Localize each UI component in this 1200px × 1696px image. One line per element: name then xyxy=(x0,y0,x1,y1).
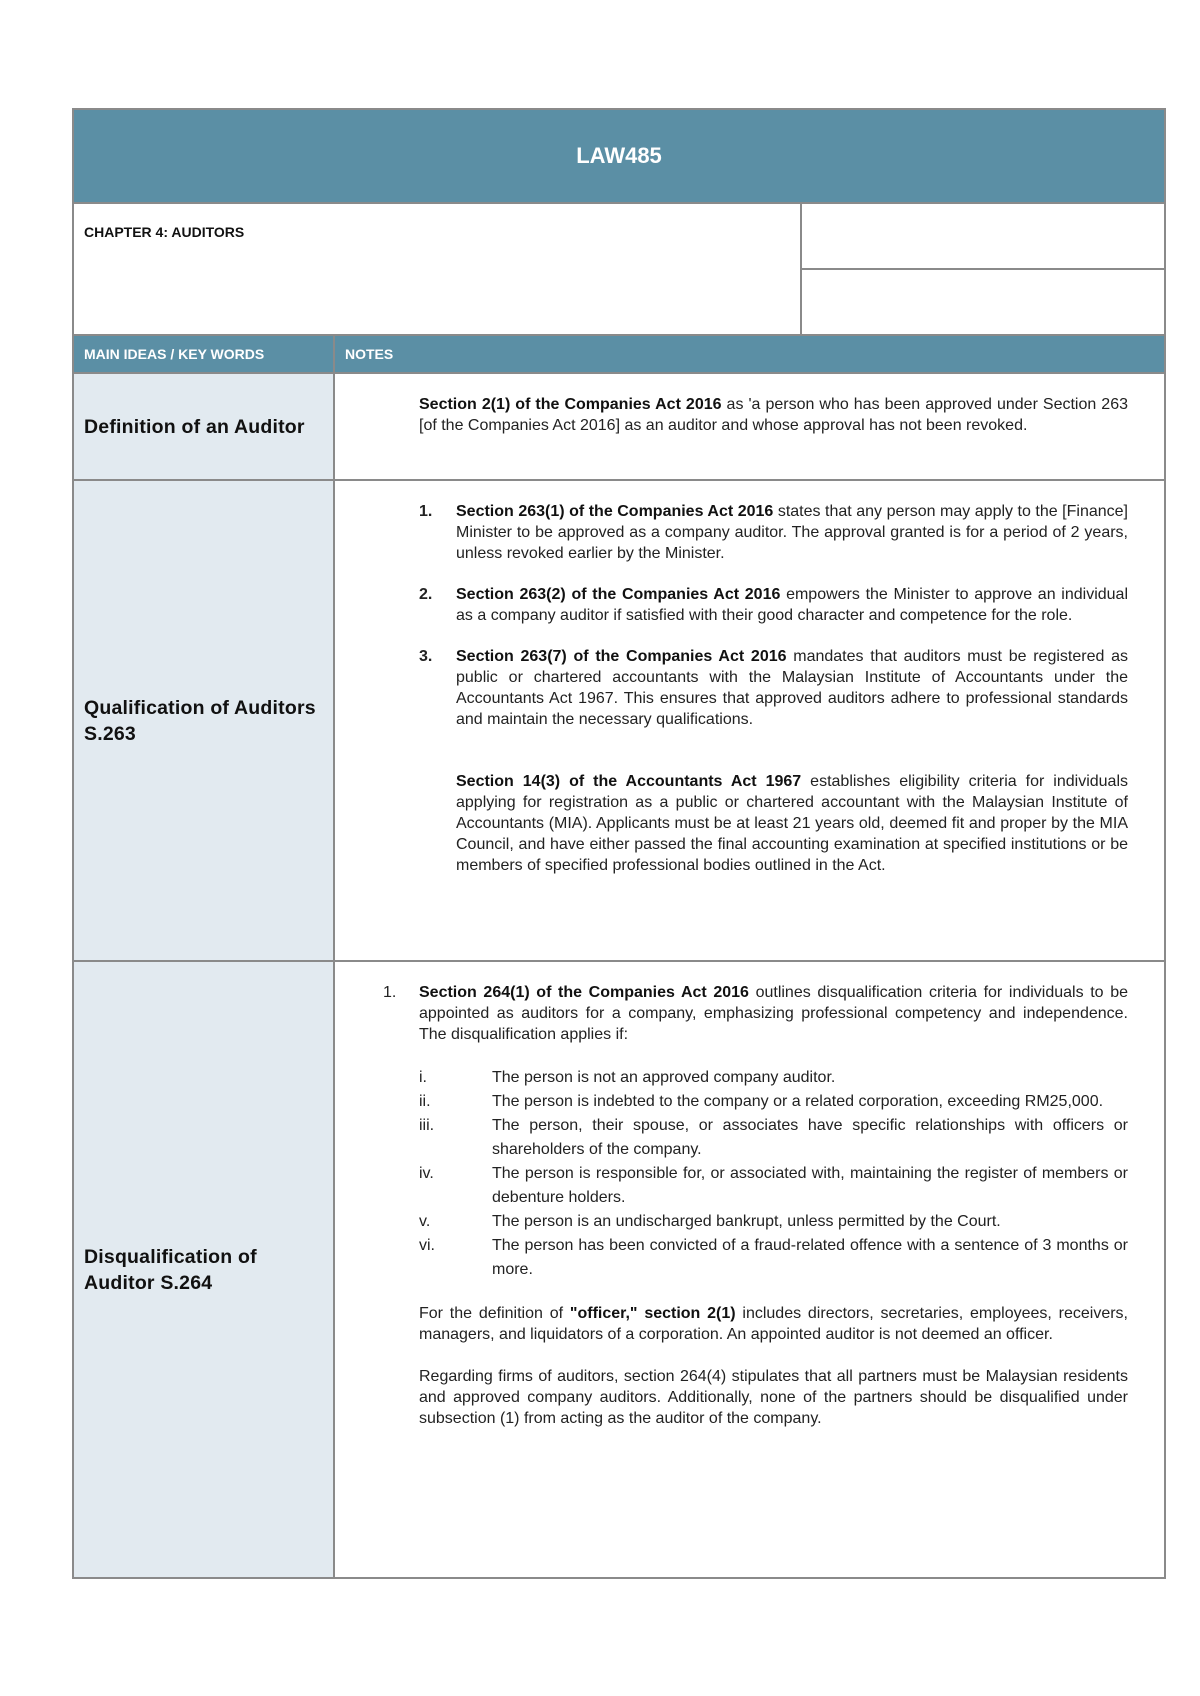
accountants-act-note xyxy=(419,771,1128,876)
qualification-item xyxy=(419,584,1128,626)
side-boxes xyxy=(802,204,1164,334)
notes-qualification xyxy=(335,481,1164,960)
column-header-row xyxy=(74,336,1164,374)
item-ref: Section 263(1) of the Companies Act 2016 xyxy=(456,503,774,520)
item-text: empowers the Minister to approve an individual as a company auditor if satisfied with their good character and competence for the role. xyxy=(456,586,1129,624)
item-text: outlines disqualification criteria for individuals to be appointed as auditors for a company, emphasizing professional competency and independence. The disqualification applies if: xyxy=(419,984,1128,1043)
qualification-item xyxy=(419,501,1128,564)
row-definition xyxy=(74,374,1164,479)
note-text: establishes eligibility criteria for individuals applying for registration as a public or chartered accountant with the Malaysian Institute of Accountants (MIA). Applicants must be at least 21 years old, deemed fit and proper by the MIA Council, and have either passed the final accounting examination at specified institutions or be members of specified professional bodies outlined in the Act. xyxy=(456,773,1128,874)
column-header-key: MAIN IDEAS / KEY WORDS xyxy=(74,336,335,372)
officer-term: "officer," section 2(1) xyxy=(569,1305,736,1322)
row-disqualification xyxy=(74,960,1164,1577)
condition-item: v. The person is an undischarged bankrupt, unless permitted by the Court. xyxy=(419,1213,1001,1230)
chapter-row xyxy=(74,204,1164,336)
chapter-title: CHAPTER 4: AUDITORS xyxy=(74,204,802,334)
condition-item: iv. The person is responsible for, or associated with, maintaining the register of members or debenture holders. xyxy=(419,1165,1128,1206)
item-number: 1. xyxy=(419,503,433,520)
item-number: 1. xyxy=(383,984,397,1001)
note-ref: Section 14(3) of the Accountants Act 1967 xyxy=(456,773,802,790)
notes-disqualification xyxy=(335,962,1164,1577)
condition-item: iii. The person, their spouse, or associates have specific relationships with officers or shareholders of the company. xyxy=(419,1117,1128,1158)
item-ref: Section 264(1) of the Companies Act 2016 xyxy=(419,984,749,1001)
key-qualification: Qualification of Auditors S.263 xyxy=(74,481,335,960)
course-title: LAW485 xyxy=(74,110,1164,204)
row-qualification xyxy=(74,479,1164,960)
item-number: 3. xyxy=(419,648,433,665)
item-text: mandates that auditors must be registered as public or chartered accountants with the Malaysian Institute of Accountants under the Accountants Act 1967. This ensures that approved auditors adhere to professional standards and maintain the necessary qualifications. xyxy=(456,648,1128,728)
qualification-item xyxy=(419,646,1128,730)
condition-item: i. The person is not an approved company auditor. xyxy=(419,1069,836,1086)
column-header-notes: NOTES xyxy=(345,346,394,362)
condition-list xyxy=(383,1066,1128,1282)
item-ref: Section 263(7) of the Companies Act 2016 xyxy=(456,648,787,665)
definition-ref: Section 2(1) of the Companies Act 2016 xyxy=(419,396,722,413)
side-box-top xyxy=(802,204,1164,268)
disqualification-item xyxy=(383,982,1128,1045)
notes-sheet xyxy=(72,108,1166,1579)
key-disqualification: Disqualification of Auditor S.264 xyxy=(74,962,335,1577)
officer-definition: For the definition of "officer," section 2(1) includes directors, secretaries, employees, receivers, managers, and liquidators of a corporation. An appointed auditor is not deemed an officer. xyxy=(419,1305,1128,1343)
firms-paragraph: Regarding firms of auditors, section 264(4) stipulates that all partners must be Malaysian residents and approved company auditors. Additionally, none of the partners should be disqualified under subsection (1) from acting as the auditor of the company. xyxy=(419,1368,1128,1427)
item-number: 2. xyxy=(419,586,433,603)
notes-definition xyxy=(335,374,1164,479)
item-text: states that any person may apply to the [Finance] Minister to be approved as a company auditor. The approval granted is for a period of 2 years, unless revoked earlier by the Minister. xyxy=(456,503,1128,562)
condition-item: ii. The person is indebted to the company or a related corporation, exceeding RM25,000. xyxy=(419,1093,1104,1110)
side-box-bottom xyxy=(802,268,1164,334)
key-definition: Definition of an Auditor xyxy=(74,374,335,479)
condition-item: vi. The person has been convicted of a fraud-related offence with a sentence of 3 months or more. xyxy=(419,1237,1128,1278)
definition-text: as 'a person who has been approved under Section 263 [of the Companies Act 2016] as an auditor and whose approval has not been revoked. xyxy=(419,396,1129,434)
item-ref: Section 263(2) of the Companies Act 2016 xyxy=(456,586,781,603)
